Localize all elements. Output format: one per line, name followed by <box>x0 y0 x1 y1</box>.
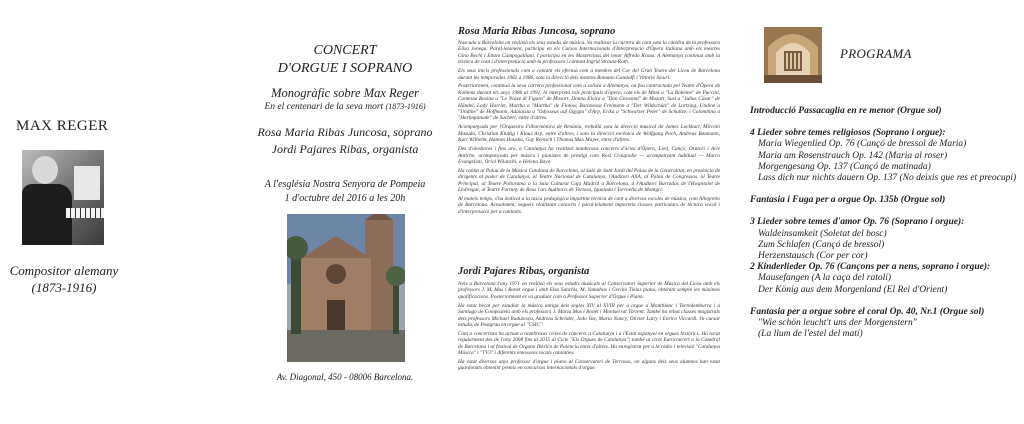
centenary-years: (1873-1916) <box>385 102 426 111</box>
bio-paragraph: Com a concertista ha actuat a nombrosos cicles de concerts a Catalunya i a l'Estat espanyol en orgues històrics. Ha tocat regularment des de l'any 2008 fins al 2015 al Cicle "Els Orgues de Catalunya"; també al cicle Euroconcert a la Catedral de Barcelona i al festival de Organo Ibèrico de Palència entre d'altres. Ha enregistrat per a la ràdio i televisió "Catalunya Música" i "TV3" i diferents emissores locals catalanes. <box>458 330 720 357</box>
bio-paragraph: Els seus inicis professionals com a cantant els efectuà com a membre del Cor del Gran Teatre del Liceu de Barcelona durant les temporades 1982 a 1986, sota la direcció dels mestres Romano Gandolfi i Vittorio Sicuri. <box>458 68 720 81</box>
bio-paragraph: Neix a Barcelona l'any 1971 on realitzà els seus estudis musicals al Conservatori Superior de Música del Liceu amb els professors J. M. Mas i Bonet orgue i amb Elsa Sanchis, M. Yamahoo i Cecilio Tielas piano, obtenint sempre les màximes qualificacions. Posteriorment es va graduar com a Professor Superior d'Orgue i Piano. <box>458 281 720 300</box>
program-spacer <box>750 296 1018 307</box>
program-list <box>750 106 1018 340</box>
bio-paragraph: Acompanyada per l'Orquestra Filharmònica de Renània, treballà sota la direcció musical de James Lockhart, Mircolò Masuda, Christian Kluttig i Klaus Arp, entre d'altres, i sota la direcció escènica de Wolfgang Poch, Andreas Baumann, Kurt Wilhelm, Hannes Houska, Guy Reinsch i Thomas Max Mayer, entre d'altres. <box>458 124 720 144</box>
composer-role: Compositor alemany <box>9 263 119 278</box>
bio-paragraph: Nascuda a Barcelona on realitzà els seus estudis de música. Va realitzar la carrera de cant sota la càtedra de la professora Elisa Jonega. Paral·lelament, participa en els Cursos Internacionals d'Interpretació d'Òpera Italiana amb els mestres Gino Bechi i Ettore Campogalliani. I participa en les Masterclass del tenor Alfredo Kraus. A Alemanya continuà amb la tècnica de cant i d'interpretació amb la professora i cantant Ingrid Strautz-Roth. <box>458 40 720 66</box>
venue-name: A l'església Nostra Senyora de Pompeia <box>264 179 426 190</box>
concert-panel <box>240 0 450 424</box>
composer-years: (1873-1916) <box>31 280 97 295</box>
organist-bio-heading: Jordi Pajares Ribas, organista <box>458 266 590 277</box>
concert-title-line-1: CONCERT <box>313 43 377 58</box>
composer-caption <box>4 262 124 296</box>
composer-portrait <box>22 150 104 245</box>
program-item: Waldeinsamkeit (Soletat del bosc) <box>758 228 887 239</box>
program-spacer <box>750 206 1018 217</box>
soprano-bio-text <box>458 40 720 218</box>
bio-paragraph: Posteriorment, continuà la seva carrera professional com a solista a Alemanya, on fou contractada pel Teatre d'Òpera de Koblenz durant els anys 1986 al 1991, hi interpretà rols principals d'òpera, com els de Mimì a "La Bohème" de Puccini, Contessa Rosina a "Le Nozze di Figaro" de Mozart, Donna Elvira a "Don Giovanni" de Mozart, Susi a "Julius Cäsar" de Händel, Lady Harriet, Martha a "Martha" de Flotow, Baronessa Freimann a "Der Wildschütz" de Lortzing, Undine a "Undine" de Hoffmann, Adalaisia a "Odysseus auf Ogygia" d'Arp, Erika a "Schwarzer Peter" de Schultze, i Colombina a "Harlequinade" de Suchert, entre d'altres. <box>458 83 720 122</box>
program-item: Herzenstausch (Cor per cor) <box>758 251 868 262</box>
monograph-subtitle: Monogràfic sobre Max Reger <box>271 86 419 100</box>
program-section: 2 Kinderlieder Op. 76 (Cançons per a nens, soprano i orgue): <box>750 262 991 273</box>
program-panel <box>748 0 1018 424</box>
program-spacer <box>750 117 1018 128</box>
venue-info <box>240 178 450 206</box>
program-title: PROGRAMA <box>840 46 912 61</box>
composer-panel <box>0 0 128 424</box>
program-item: Zum Schlafen (Cançó de bressol) <box>758 239 885 250</box>
soprano-bio-heading: Rosa Maria Ribas Juncosa, soprano <box>458 26 616 37</box>
program-item: Lass dich nur nichts dauern Op. 137 (No deixis que res et preocupi) <box>758 173 1017 184</box>
program-item: Maria am Rosenstrauch Op. 142 (Maria al roser) <box>758 150 948 161</box>
concert-title <box>240 42 450 78</box>
bio-paragraph: Al mateix temps, s'ha dedicat a la tasca pedagògica impartint tècnica de cant a diversos escoles de música, com Allegretto de Barcelona. Actualment, segueix realitzant concerts i paral·lelament imparteix classes particulars de tècnica vocal i d'interpretació per a cantants. <box>458 195 720 215</box>
centenary-line <box>240 102 450 112</box>
performer-soprano: Rosa Maria Ribas Juncosa, soprano <box>257 125 433 139</box>
program-section: Fantasia per a orgue sobre el coral Op. 40, Nr.1 (Orgue sol) <box>750 306 985 317</box>
church-photo <box>287 214 405 362</box>
program-item: Der König aus dem Morgenland (El Rei d'Orient) <box>758 284 948 295</box>
bios-panel <box>458 0 720 424</box>
program-item: (La llum de l'estel del matí) <box>758 329 863 340</box>
centenary-text: En el centenari de la seva mort <box>264 102 384 112</box>
performers <box>240 124 450 158</box>
concert-title-line-2: D'ORGUE I SOPRANO <box>277 61 413 76</box>
bio-paragraph: Ha cantat al Palau de la Música Catalana de Barcelona, al Saló de Sant Jordi del Palau de la Generalitat, en presència de dirigents al poder de Catalunya, al Teatre Nacional de Catalunya, l'Auditori AXA, al Palau de Congressos, al Teatre Principal, al Teatre Poliorama o la Sala Cultural Caja Madrid a Barcelona, a l'Auditori Barradas de l'Hospitalet de Llobregat, al Teatre Fortuny de Reus i als Auditoris de Tortosa, Igualada i Torroella de Montgrí. <box>458 167 720 194</box>
program-item: Maria Wiegenlied Op. 76 (Cançó de bressol de Maria) <box>758 139 967 150</box>
program-section: Introducció Passacaglia en re menor (Orgue sol) <box>750 106 942 116</box>
bio-paragraph: Ha estat becat per estudiar la música antiga dels segles XIV al XVIII per a orgue a Montblanc i Torredembarra i a Santiago de Compostela amb els professors J. Maria Mas i Bonet i Montserrat Torrent. També ha rebut classes magistrals dels professors Michael Radulescu, Andreas Schröder, Jodo Vaz, Maria Nancy, Olivier Latry i Enrico Viccardi. Va cursar estudis de Postgrau en orgue al "CSIC". <box>458 302 720 328</box>
organist-bio-text <box>458 281 720 374</box>
organ-photo <box>764 27 822 83</box>
program-section: 3 Lieder sobre temes d'amor Op. 76 (Soprano i orgue): <box>750 217 965 228</box>
program-section: 4 Lieder sobre temes religiosos (Soprano i orgue): <box>750 128 946 139</box>
bio-paragraph: Ha estat diversos anys professor d'orgue i piano al Conservatori de Terrassa, on alguns dels seus alumnes han estat guardonats obtenint premis en concursos internacionals d'orgue. <box>458 358 720 372</box>
program-spacer <box>750 184 1018 195</box>
concert-date: 1 d'octubre del 2016 a les 20h <box>284 193 406 204</box>
program-item: Morgengesang Op. 137 (Cançó de matinada) <box>758 161 931 172</box>
performer-organist: Jordi Pajares Ribas, organista <box>271 142 419 156</box>
composer-name: MAX REGER <box>16 118 109 134</box>
program-item: "Wie schön leucht't uns der Morgenstern" <box>758 318 917 329</box>
venue-address: Av. Diagonal, 450 - 08006 Barcelona. <box>276 372 414 382</box>
program-section: Fantasia i Fuga per a orgue Op. 135b (Orgue sol) <box>750 195 946 206</box>
bio-paragraph: Des d'aleshores i fins ara, a Catalunya ha realitzat nombrosos concerts d'àries d'Òpera, Lied, Cançó, Oratori i Arie Antiche, acompanyada per músics i pianistes de prestigi com Rosi Craignolle — acompanyant habitual — Marco Evangelisti, Oriol Wilanchi, o Helena Bayo. <box>458 146 720 165</box>
program-item: Mausefangen (A la caça del ratolí) <box>758 273 892 284</box>
